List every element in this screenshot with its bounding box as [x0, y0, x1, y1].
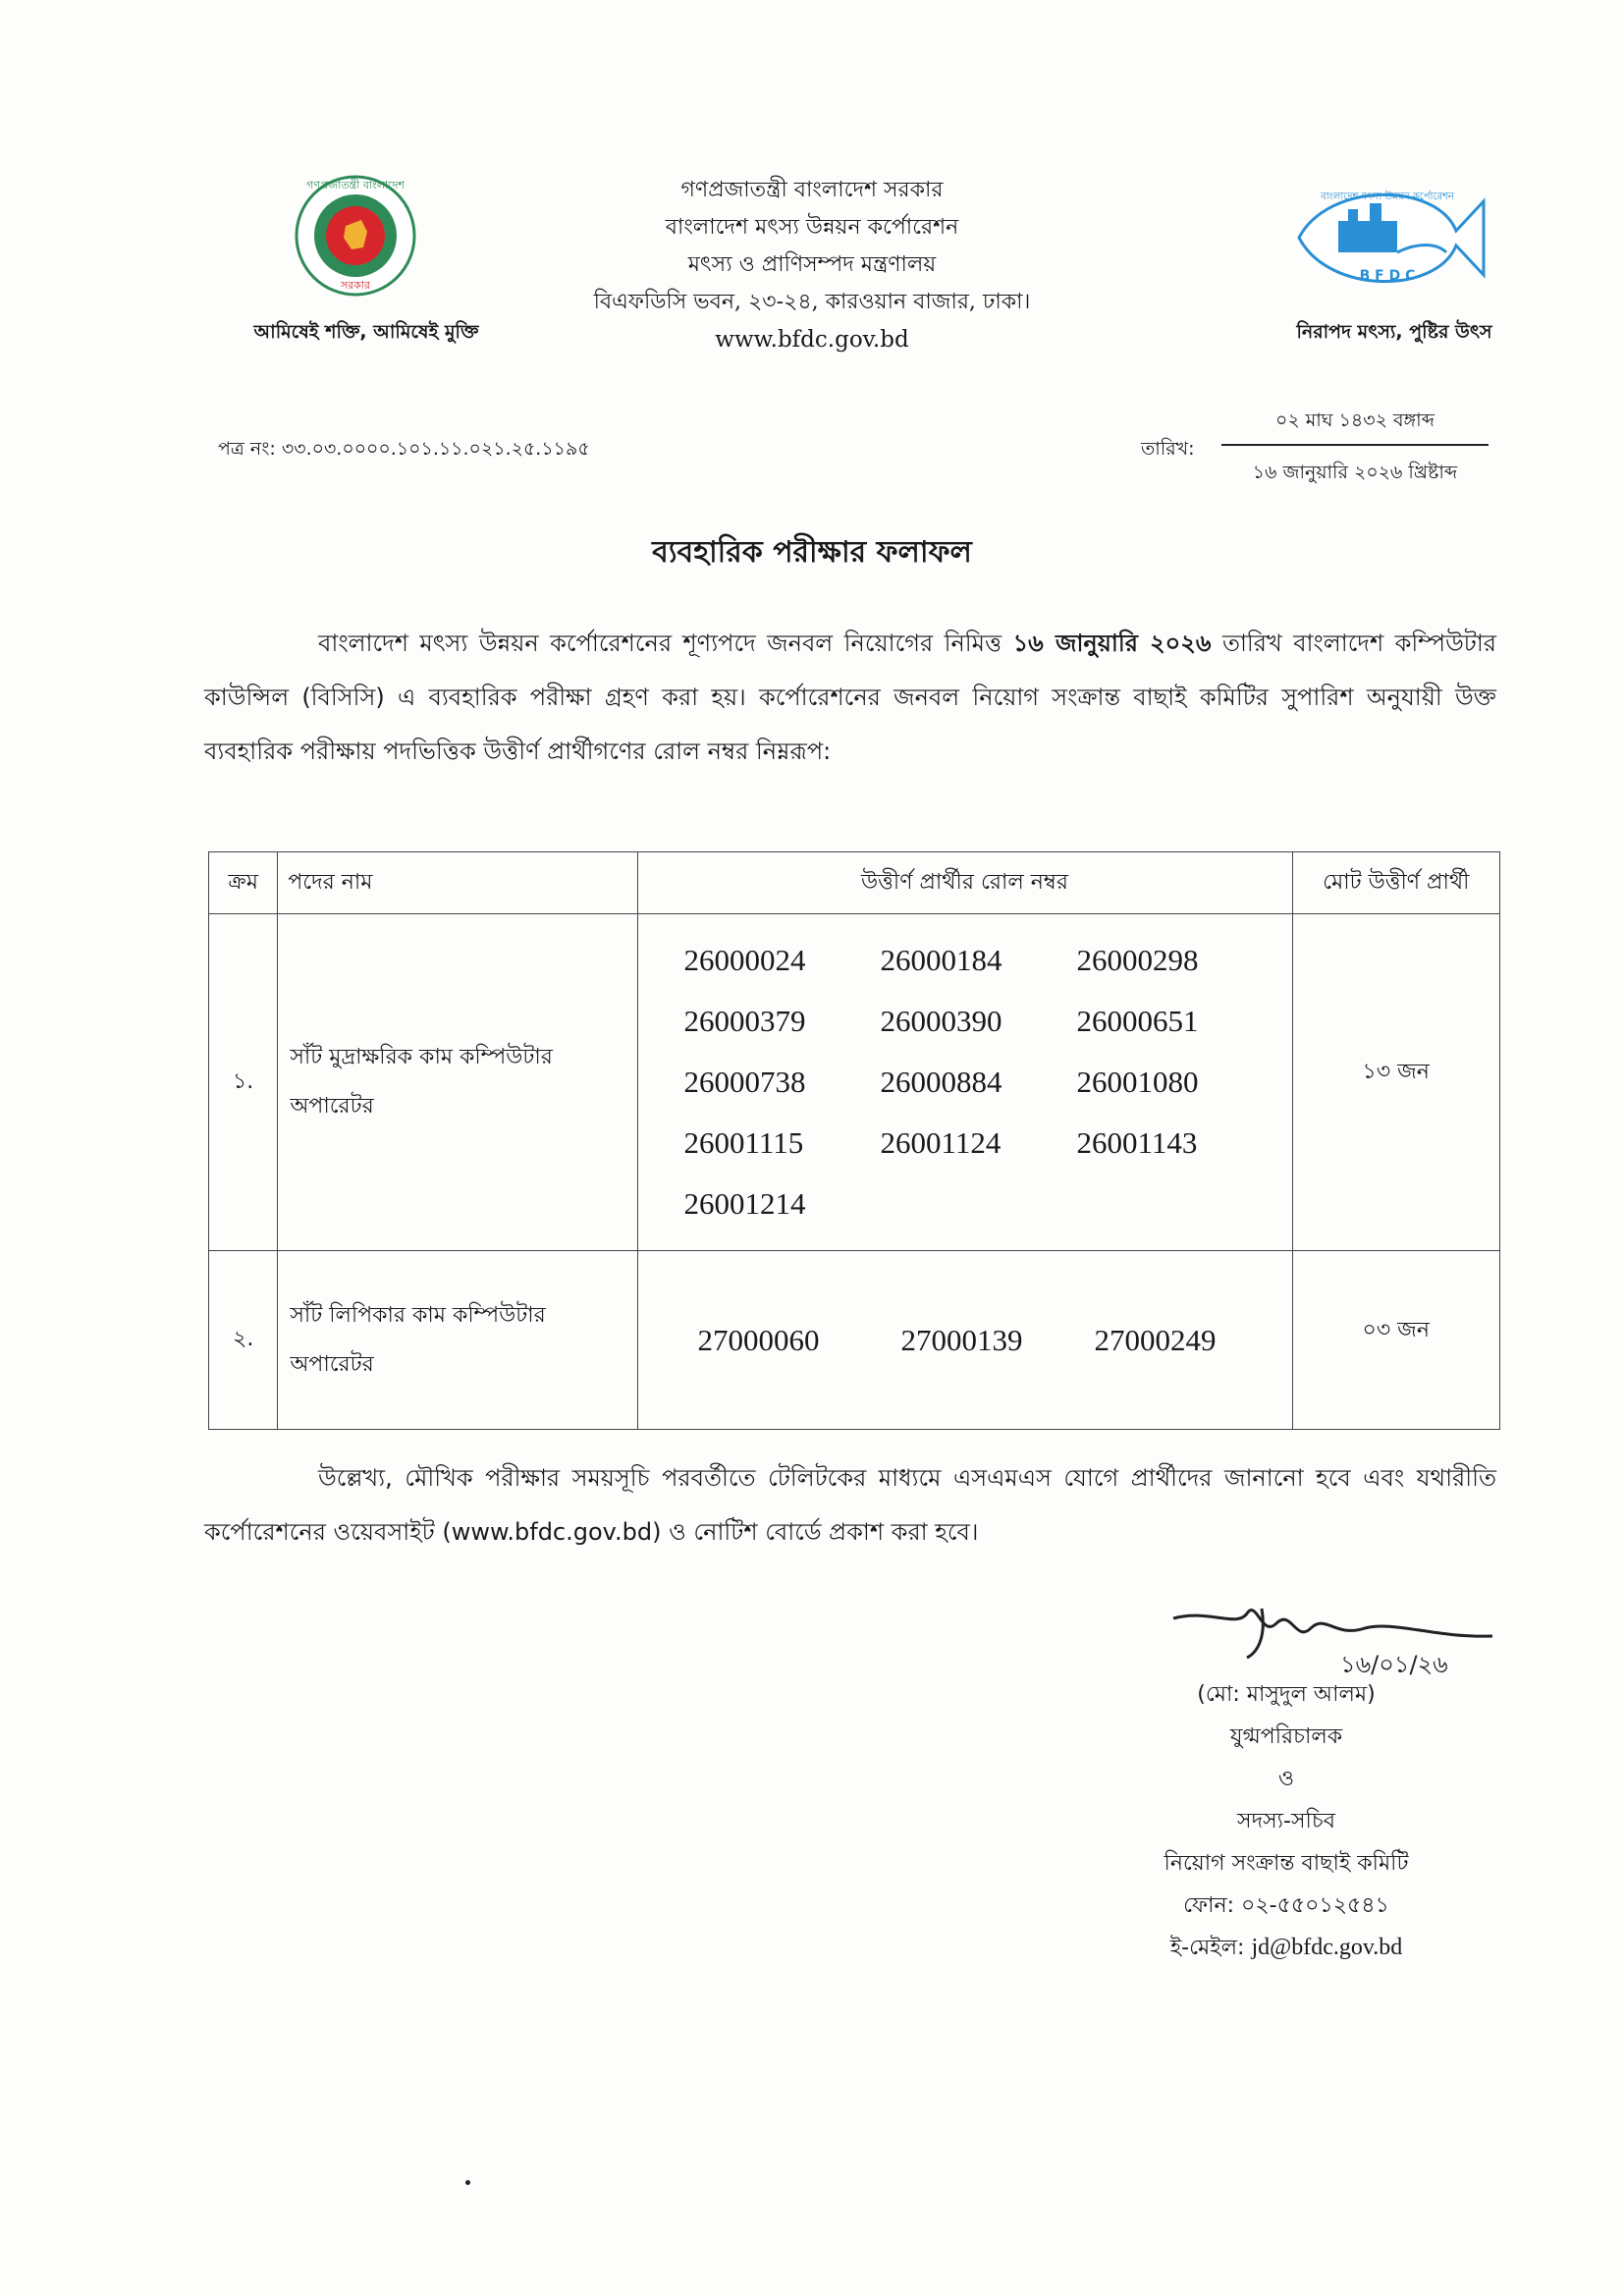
date-gregorian: ১৬ জানুয়ারি ২০২৬ খ্রিষ্টাব্দ — [1252, 462, 1458, 483]
signatory-designation: যুগ্মপরিচালক — [1229, 1724, 1343, 1749]
roll-number: 26000390 — [880, 1004, 1002, 1038]
roll-number: 26000884 — [880, 1065, 1002, 1099]
roll-number: 26001214 — [683, 1186, 806, 1221]
signatory-name: (মো: মাসুদুল আলম) — [1197, 1682, 1376, 1707]
row-rolls — [637, 914, 1292, 1251]
roll-number: 26001115 — [683, 1125, 804, 1160]
roll-grid — [639, 930, 1291, 1234]
bfdc-fish-logo — [1289, 182, 1486, 295]
roll-number: 26001143 — [1076, 1125, 1198, 1160]
intro-part-1: বাংলাদেশ মৎস্য উন্নয়ন কর্পোরেশনের শূণ্যপদে জনবল নিয়োগের নিমিত্ত — [318, 629, 1013, 657]
roll-number: 27000139 — [900, 1322, 1023, 1357]
org-website: www.bfdc.gov.bd — [715, 327, 909, 353]
government-motto: আমিষেই শক্তি, আমিষেই মুক্তি — [253, 321, 479, 343]
bfdc-logo-ring-text: বাংলাদেশ মৎস্য উন্নয়ন কর্পোরেশন — [1321, 191, 1454, 202]
document-title: ব্যবহারিক পরীক্ষার ফলাফল — [652, 535, 972, 570]
header-sl: ক্রম — [209, 852, 278, 914]
intro-paragraph — [204, 617, 1496, 779]
header-rolls: উত্তীর্ণ প্রার্থীর রোল নম্বর — [637, 852, 1292, 914]
intro-part-2: তারিখ বাংলাদেশ কম্পিউটার কাউন্সিল (বিসিসি) এ ব্যবহারিক পরীক্ষা গ্রহণ করা হয়। কর্পোরেশনের জনবল নিয়োগ সংক্রান্ত বাছাই কমিটির সুপারিশ অনুযায়ী উক্ত ব্যবহারিক পরীক্ষায় পদভিত্তিক উত্তীর্ণ প্রার্থীগণের রোল নম্বর নিম্নরূপ: — [204, 629, 1496, 765]
memo-number: পত্র নং: ৩৩.০৩.০০০০.১০১.১১.০২১.২৫.১১৯৫ — [218, 438, 590, 460]
gov-logo-bottom-text: সরকার — [340, 279, 371, 292]
signature-date: ১৬/০১/২৬ — [1340, 1651, 1448, 1678]
roll-number: 27000060 — [697, 1322, 820, 1357]
signatory-email — [1070, 1927, 1502, 1969]
signatory-block — [1070, 1673, 1502, 1969]
row-sl: ১. — [209, 914, 278, 1251]
roll-number: 26000024 — [683, 943, 806, 977]
signatory-phone: ফোন: ০২-৫৫০১২৫৪১ — [1183, 1893, 1389, 1918]
signatory-role: সদস্য-সচিব — [1237, 1809, 1335, 1833]
header-post: পদের নাম — [278, 852, 637, 914]
organisation-header — [517, 172, 1107, 358]
row-post: সাঁট মুদ্রাক্ষরিক কাম কম্পিউটার অপারেটর — [278, 914, 637, 1251]
table-row — [209, 1251, 1500, 1430]
bfdc-logo-letters: B F D C — [1359, 268, 1416, 284]
roll-grid — [639, 1310, 1291, 1371]
table-row — [209, 914, 1500, 1251]
row-total: ১৩ জন — [1292, 914, 1500, 1251]
gov-logo-ring-text: গণপ্রজাতন্ত্রী বাংলাদেশ — [306, 179, 405, 191]
date-bangla: ০২ মাঘ ১৪৩২ বঙ্গাব্দ — [1221, 407, 1489, 446]
roll-number: 26000651 — [1076, 1004, 1199, 1038]
signatory-and: ও — [1277, 1767, 1295, 1791]
roll-number: 26000184 — [880, 943, 1002, 977]
email-label: ই-মেইল: — [1169, 1936, 1252, 1960]
roll-number: 26000738 — [683, 1065, 806, 1099]
header-total: মোট উত্তীর্ণ প্রার্থী — [1292, 852, 1500, 914]
row-total: ০৩ জন — [1292, 1251, 1500, 1430]
row-rolls — [637, 1251, 1292, 1430]
email-address: jd@bfdc.gov.bd — [1251, 1935, 1403, 1960]
row-sl: ২. — [209, 1251, 278, 1430]
roll-number: 26001124 — [880, 1125, 1001, 1160]
scan-speck — [465, 2180, 470, 2185]
org-line-2: বাংলাদেশ মৎস্য উন্নয়ন কর্পোরেশন — [665, 215, 959, 240]
results-table — [208, 851, 1500, 1430]
roll-number: 26000379 — [683, 1004, 806, 1038]
roll-number: 26000298 — [1076, 943, 1199, 977]
roll-number: 27000249 — [1094, 1322, 1217, 1357]
org-line-3: মৎস্য ও প্রাণিসম্পদ মন্ত্রণালয় — [687, 252, 937, 277]
table-header-row — [209, 852, 1500, 914]
date-label: তারিখ: — [1141, 438, 1195, 460]
government-seal-logo — [295, 175, 416, 297]
bfdc-motto: নিরাপদ মৎস্য, পুষ্টির উৎস — [1296, 321, 1492, 343]
intro-bold-date: ১৬ জানুয়ারি ২০২৬ — [1012, 629, 1212, 657]
row-post: সাঁট লিপিকার কাম কম্পিউটার অপারেটর — [278, 1251, 637, 1430]
org-line-4: বিএফডিসি ভবন, ২৩-২৪, কারওয়ান বাজার, ঢাকা। — [593, 290, 1031, 314]
note-paragraph: উল্লেখ্য, মৌখিক পরীক্ষার সময়সূচি পরবর্তীতে টেলিটকের মাধ্যমে এসএমএস যোগে প্রার্থীদের জানানো হবে এবং যথারীতি কর্পোরেশনের ওয়েবসাইট (www.bfdc.gov.bd) ও নোটিশ বোর্ডে প্রকাশ করা হবে। — [204, 1464, 1496, 1546]
roll-number: 26001080 — [1076, 1065, 1199, 1099]
org-line-1: গণপ্রজাতন্ত্রী বাংলাদেশ সরকার — [680, 178, 944, 202]
signatory-committee: নিয়োগ সংক্রান্ত বাছাই কমিটি — [1164, 1851, 1409, 1876]
